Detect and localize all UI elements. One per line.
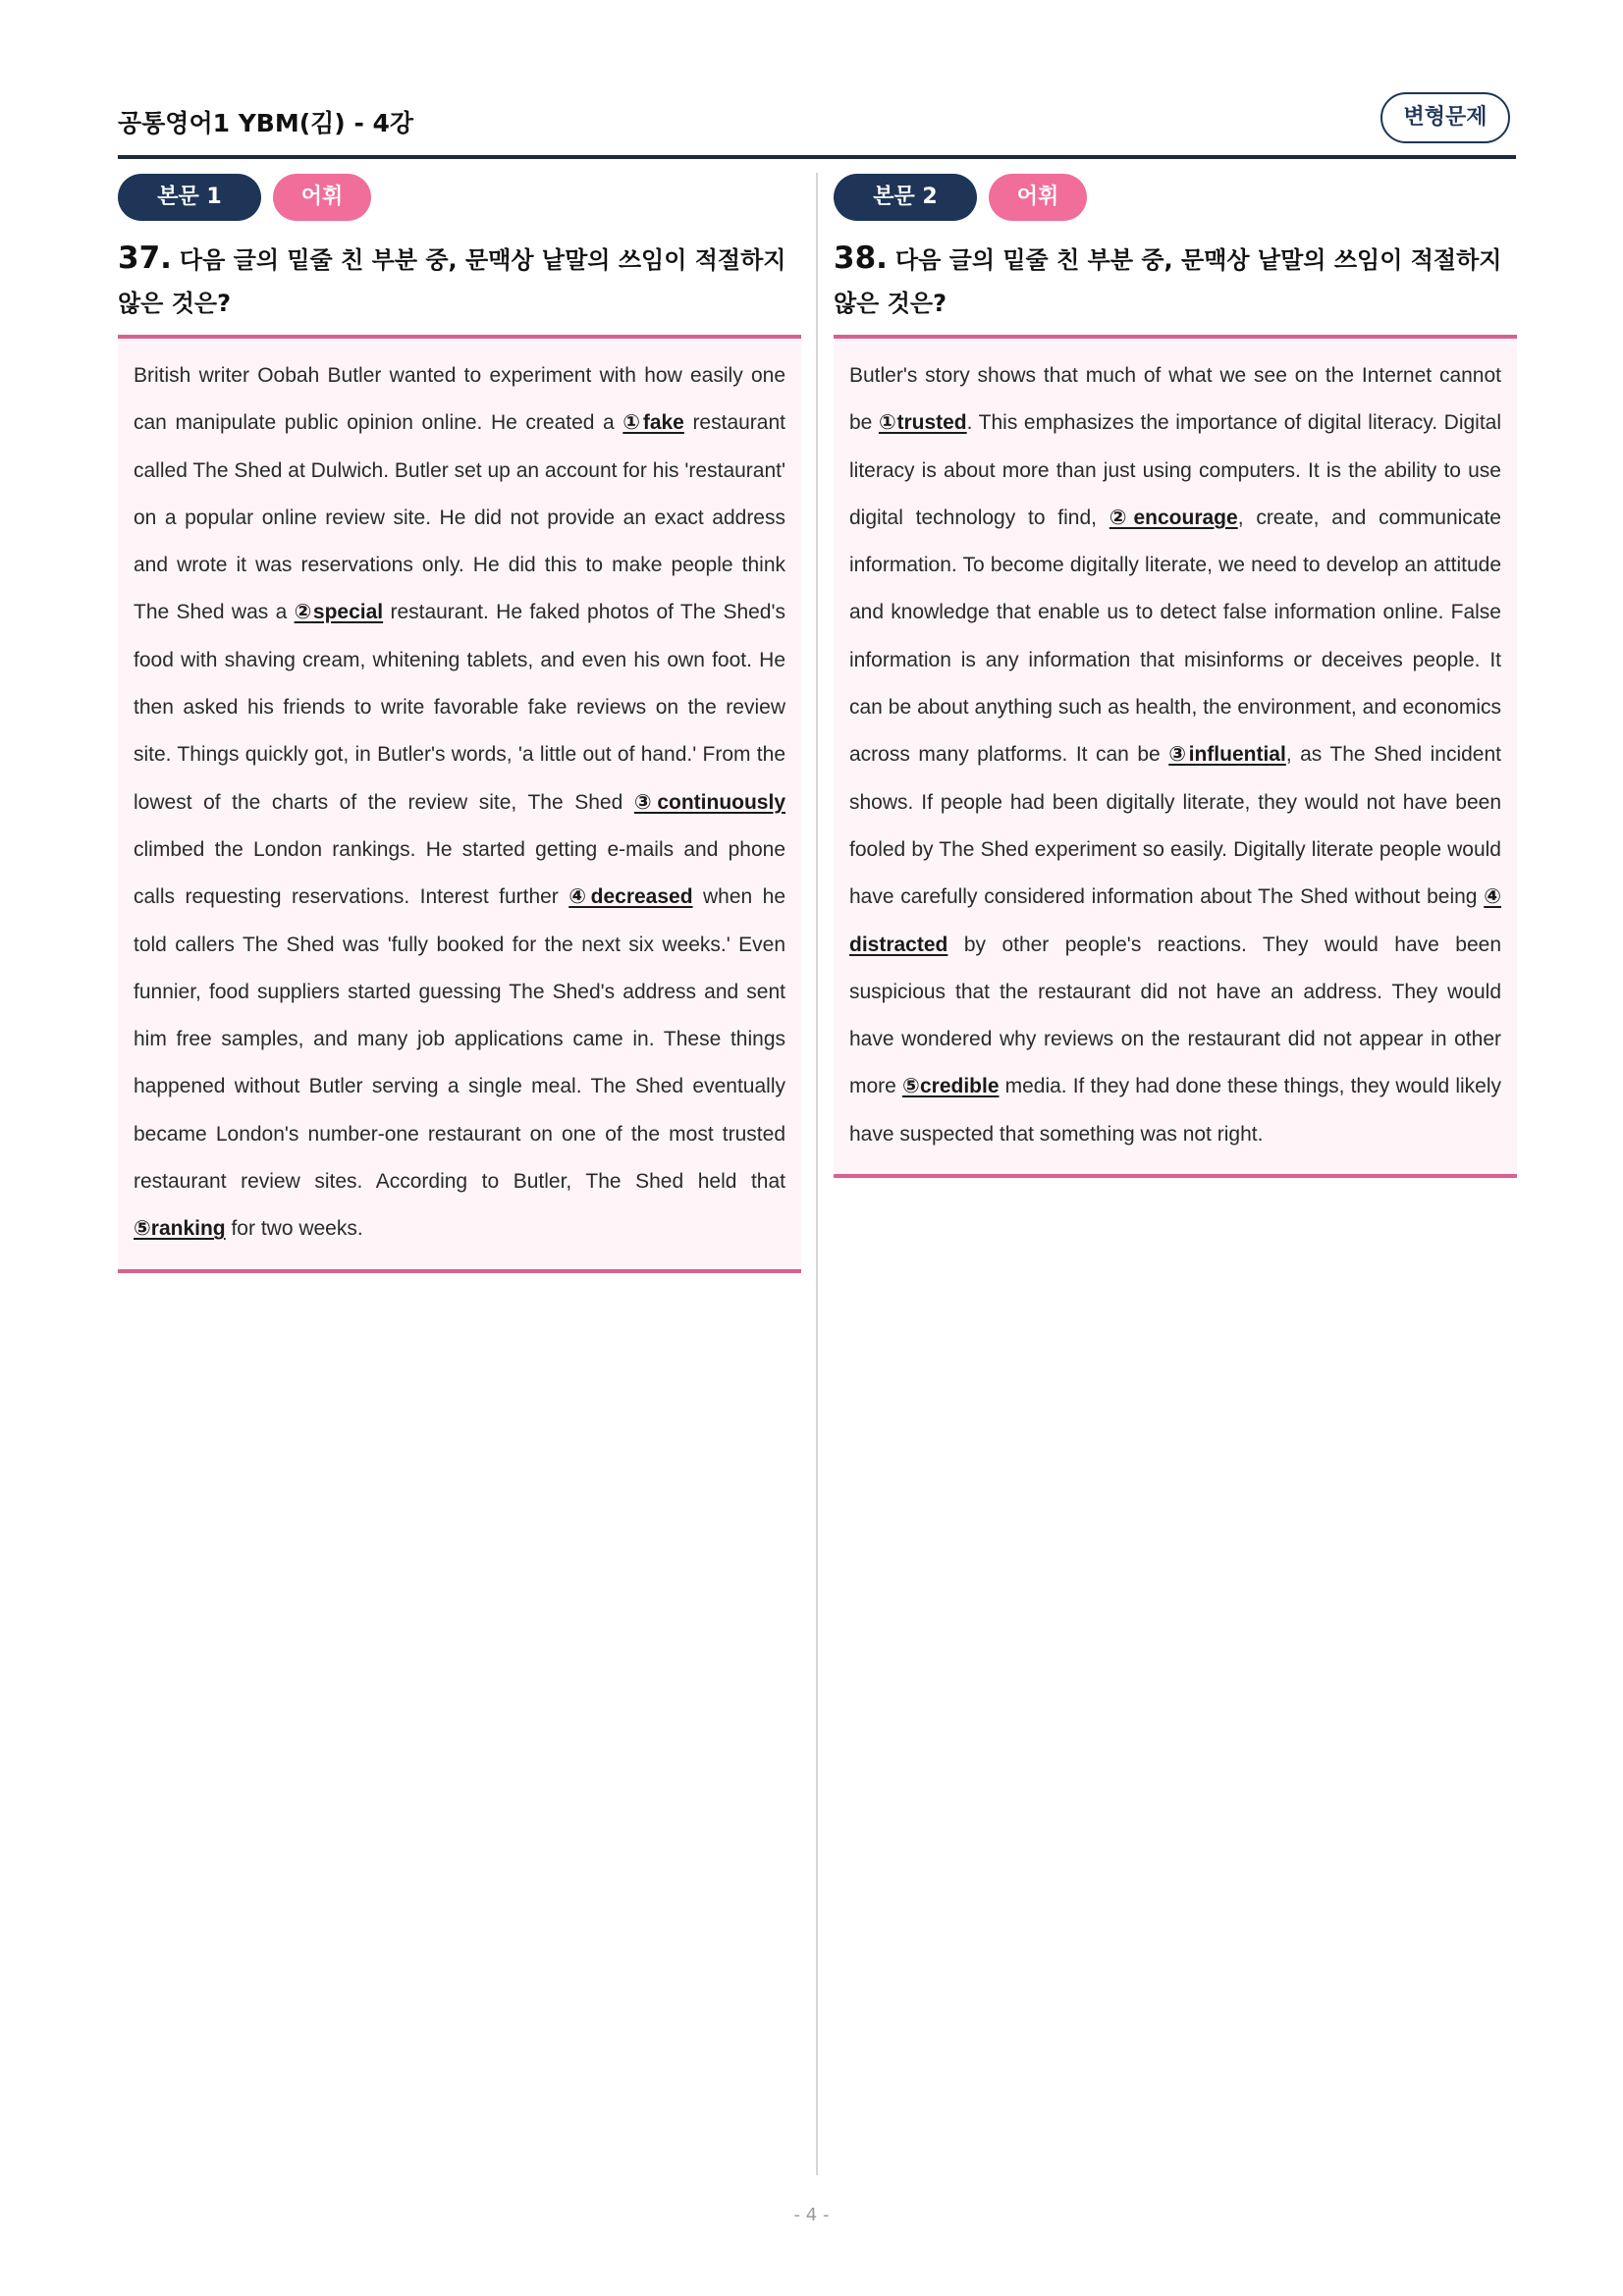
question-38-column <box>834 174 1517 1178</box>
question-text: 다음 글의 밑줄 친 부분 중, 문맥상 낱말의 쓰임이 적절하지 않은 것은? <box>118 246 786 317</box>
question-number: 37. <box>118 240 172 276</box>
passage-segment: by other people's reactions. They would have been suspicious that the restaurant did not have an address. They would have wondered why reviews on the restaurant did not appear in other more <box>849 933 1501 1098</box>
question-37 <box>118 237 801 331</box>
section-tag: 본문 1 <box>118 174 261 221</box>
underlined-choice-1: ①trusted <box>878 411 967 435</box>
passage-box <box>834 335 1517 1178</box>
tag-row <box>118 174 801 221</box>
header-divider <box>118 155 1516 159</box>
passage-segment: Butler's story shows that much of what we see on the Internet cannot be <box>849 364 1501 435</box>
section-tag: 본문 2 <box>834 174 977 221</box>
passage-segment: media. If they had done these things, they would likely have suspected that something was not right. <box>849 1075 1501 1146</box>
page-number: - 4 - <box>793 2205 830 2225</box>
passage-segment: , as The Shed incident shows. If people had been digitally literate, they would not have been fooled by The Shed experiment so easily. Digitally literate people would have carefully considered information about The Shed without being <box>849 743 1501 909</box>
page-title: 공통영어1 YBM(김) - 4강 <box>118 109 414 137</box>
question-37-column <box>118 174 801 1273</box>
passage-text <box>849 352 1501 1158</box>
underlined-choice-3: ③influential <box>1168 743 1286 767</box>
passage-segment: , create, and communicate information. To become digitally literate, we need to develop an attitude and knowledge that enable us to detect false information online. False information is any information that misinforms or deceives people. It can be about anything such as health, the environment, and economics across many platforms. It can be <box>849 506 1501 767</box>
type-tag: 어휘 <box>273 174 371 221</box>
passage-box <box>118 335 801 1273</box>
question-text: 다음 글의 밑줄 친 부분 중, 문맥상 낱말의 쓰임이 적절하지 않은 것은? <box>834 246 1502 317</box>
passage-segment: climbed the London rankings. He started getting e-mails and phone calls requesting reservations. Interest further <box>134 837 785 909</box>
underlined-choice-5: ⑤ranking <box>134 1217 226 1241</box>
type-tag: 어휘 <box>989 174 1087 221</box>
underlined-choice-4: ④ distracted <box>849 885 1501 956</box>
underlined-choice-2: ②special <box>294 601 384 624</box>
passage-segment: when he told callers The Shed was 'fully booked for the next six weeks.' Even funnier, food suppliers started guessing The Shed's address and sent him free samples, and many job applications came in. These things happened without Butler serving a single meal. The Shed eventually became London's number-one restaurant on one of the most trusted restaurant review sites. According to Butler, The Shed held that <box>134 885 785 1194</box>
underlined-choice-2: ②encourage <box>1109 506 1238 529</box>
passage-segment: . This emphasizes the importance of digital literacy. Digital literacy is about more than just using computers. It is the ability to use digital technology to find, <box>849 411 1502 529</box>
underlined-choice-1: ①fake <box>622 411 684 435</box>
question-number: 38. <box>834 240 888 276</box>
question-38 <box>834 237 1517 331</box>
passage-segment: restaurant. He faked photos of The Shed's food with shaving cream, whitening tablets, and even his own foot. He then asked his friends to write favorable fake reviews on the review site. Things quickly got, in Butler's words, 'a little out of hand.' From the lowest of the charts of the review site, The Shed <box>134 601 785 814</box>
column-divider <box>816 173 818 2175</box>
passage-segment: for two weeks. <box>225 1217 363 1241</box>
underlined-choice-3: ③continuously <box>633 790 786 814</box>
underlined-choice-5: ⑤credible <box>901 1075 1000 1098</box>
question-type-badge: 변형문제 <box>1380 92 1510 143</box>
passage-text <box>134 352 785 1254</box>
passage-segment: restaurant called The Shed at Dulwich. Butler set up an account for his 'restaurant' on a popular online review site. He did not provide an exact address and wrote it was reservations only. He did this to make people think The Shed was a <box>134 411 785 624</box>
underlined-choice-4: ④decreased <box>568 885 693 909</box>
tag-row <box>834 174 1517 221</box>
passage-segment: British writer Oobah Butler wanted to experiment with how easily one can manipulate public opinion online. He created a <box>134 364 785 435</box>
